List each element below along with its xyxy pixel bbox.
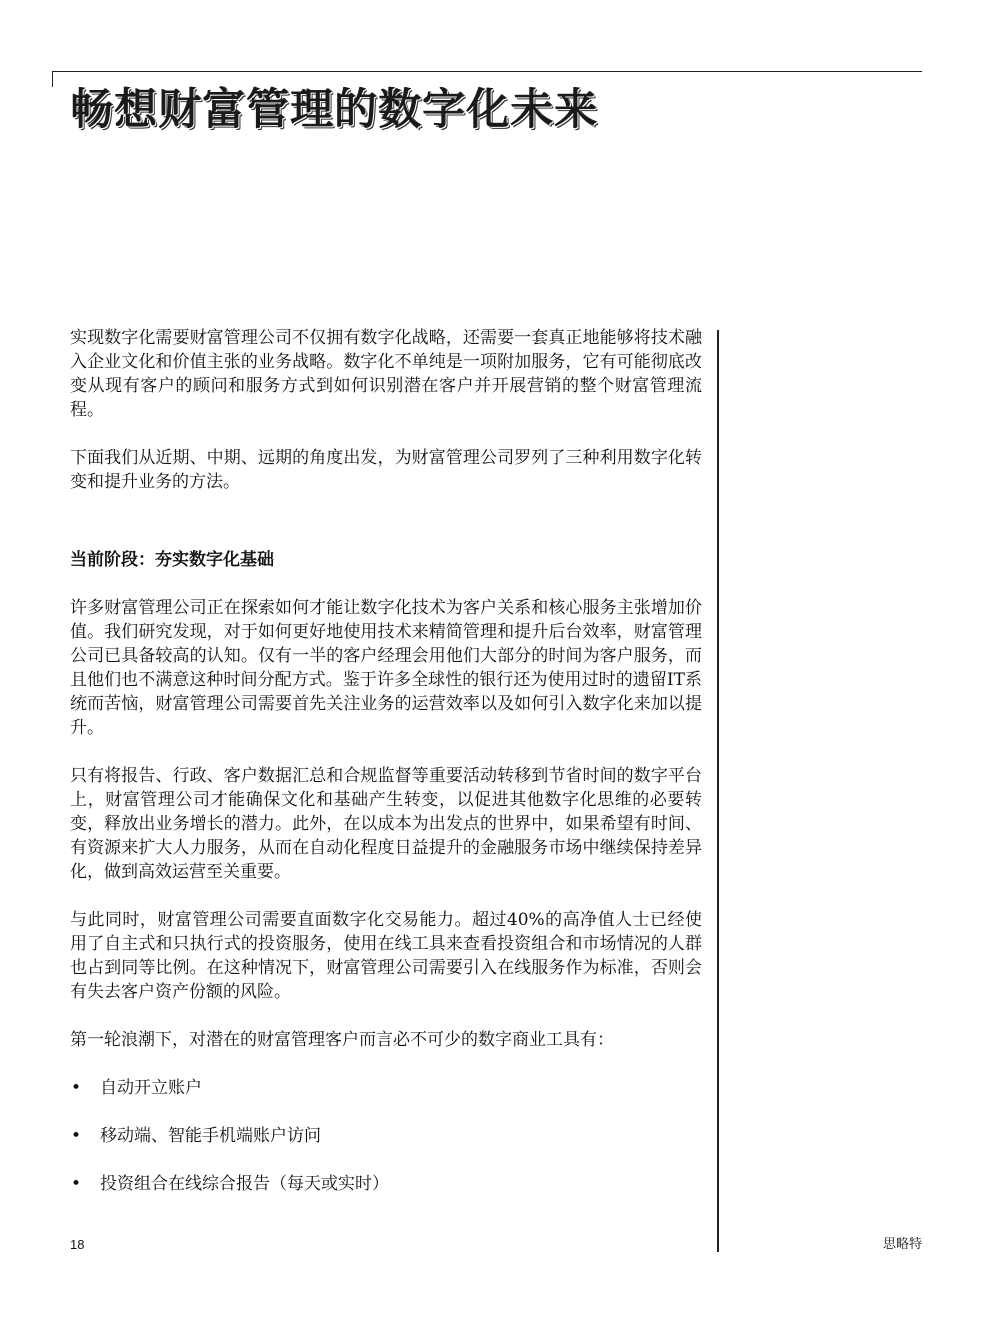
page-number: 18 xyxy=(70,1237,85,1252)
list-item-text: 投资组合在线综合报告（每天或实时） xyxy=(100,1174,389,1194)
list-item-text: 自动开立账户 xyxy=(100,1078,202,1098)
list-item xyxy=(70,1172,702,1196)
section-paragraph-2: 只有将报告、行政、客户数据汇总和合规监督等重要活动转移到节省时间的数字平台上，财富管理公司才能确保文化和基础产生转变，以促进其他数字化思维的必要转变，释放出业务增长的潜力。此外，在以成本为出发点的世界中，如果希望有时间、有资源来扩大人力服务，从而在自动化程度日益提升的金融服务市场中继续保持差异化，做到高效运营至关重要。 xyxy=(70,766,702,882)
section-paragraph-1: 许多财富管理公司正在探索如何才能让数字化技术为客户关系和核心服务主张增加价值。我们研究发现，对于如何更好地使用技术来精简管理和提升后台效率，财富管理公司已具备较高的认知。仅有一半的客户经理会用他们大部分的时间为客户服务，而且他们也不满意这种时间分配方式。鉴于许多全球性的银行还为使用过时的遗留IT系统而苦恼，财富管理公司需要首先关注业务的运营效率以及如何引入数字化来加以提升。 xyxy=(70,598,702,738)
tools-bullet-list xyxy=(70,1076,702,1196)
header-rule-tick xyxy=(52,71,53,87)
bullet-icon: • xyxy=(70,1126,82,1146)
bullet-icon: • xyxy=(70,1174,82,1194)
section-paragraph-4: 第一轮浪潮下，对潜在的财富管理客户而言必不可少的数字商业工具有： xyxy=(70,1030,614,1050)
column-divider xyxy=(717,330,719,1252)
list-item-text: 移动端、智能手机端账户访问 xyxy=(100,1126,321,1146)
intro-paragraph-2: 下面我们从近期、中期、远期的角度出发，为财富管理公司罗列了三种利用数字化转变和提升业务的方法。 xyxy=(70,448,702,492)
list-item xyxy=(70,1076,702,1100)
article-body xyxy=(70,326,702,1220)
footer-brand: 思略特 xyxy=(882,1237,922,1252)
list-item xyxy=(70,1124,702,1148)
header-rule xyxy=(52,71,922,72)
section-paragraph-3: 与此同时，财富管理公司需要直面数字化交易能力。超过40%的高净值人士已经使用了自主式和只执行式的投资服务，使用在线工具来查看投资组合和市场情况的人群也占到同等比例。在这种情况下，财富管理公司需要引入在线服务作为标准，否则会有失去客户资产份额的风险。 xyxy=(70,910,702,1002)
page-title: 畅想财富管理的数字化未来 xyxy=(70,85,598,135)
bullet-icon: • xyxy=(70,1078,82,1098)
intro-paragraph-1: 实现数字化需要财富管理公司不仅拥有数字化战略，还需要一套真正地能够将技术融入企业文化和价值主张的业务战略。数字化不单纯是一项附加服务，它有可能彻底改变从现有客户的顾问和服务方式到如何识别潜在客户并开展营销的整个财富管理流程。 xyxy=(70,328,702,420)
section-heading: 当前阶段：夯实数字化基础 xyxy=(70,550,274,570)
